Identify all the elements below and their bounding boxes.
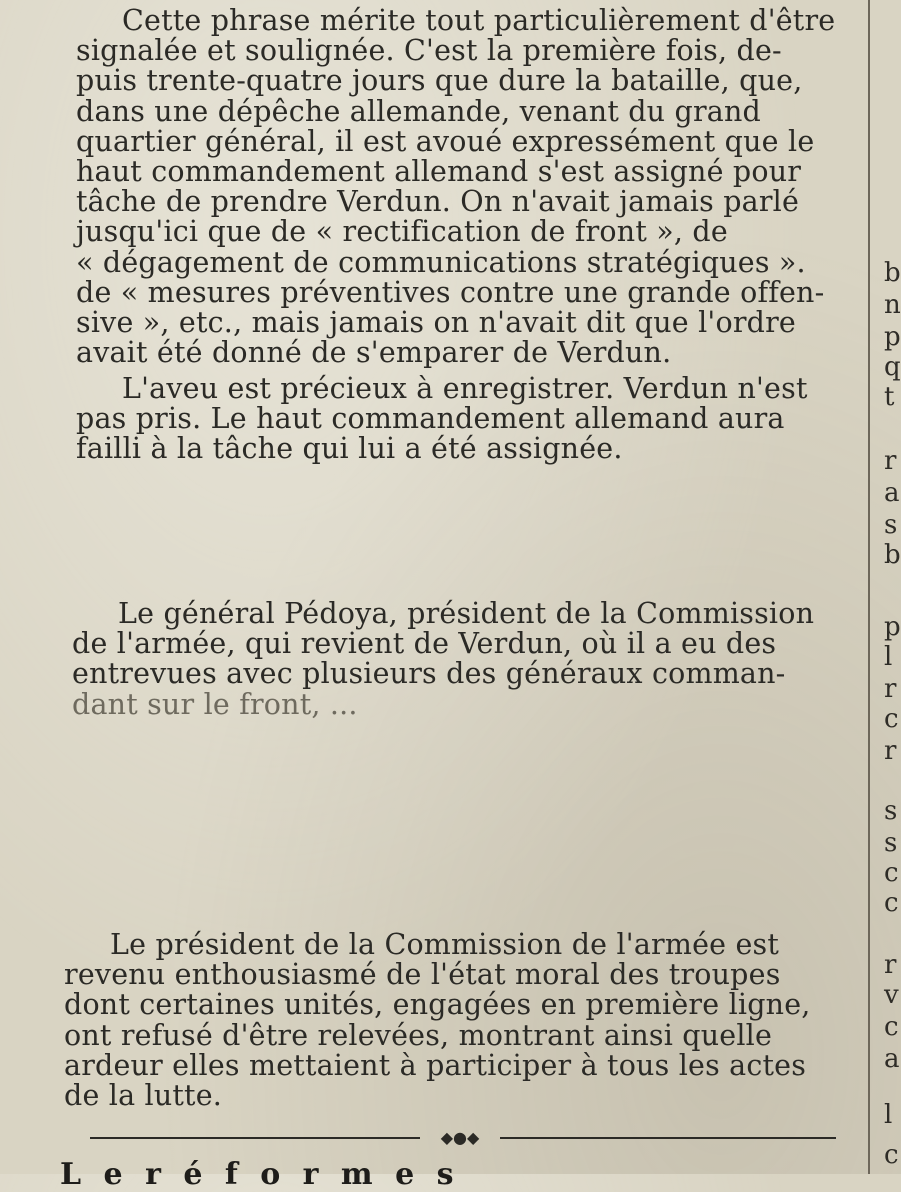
- text-line: de la lutte.: [64, 1079, 223, 1113]
- column-fragment-letter: r: [884, 674, 897, 704]
- column-fragment-letter: a: [884, 1044, 900, 1074]
- column-fragment-letter: p: [884, 322, 901, 352]
- column-fragment-letter: r: [884, 446, 897, 476]
- text-line: jusqu'ici que de « rectification de front », de: [76, 215, 728, 249]
- column-fragment-letter: b: [884, 540, 901, 570]
- text-line: haut commandement allemand s'est assigné pour: [76, 155, 802, 189]
- column-fragment-letter: c: [884, 704, 899, 734]
- text-line: pas pris. Le haut commandement allemand aura: [76, 402, 785, 436]
- paragraph-general-pedoya: [72, 599, 858, 720]
- column-fragment-letter: v: [884, 980, 899, 1010]
- adjacent-column-fragments: [878, 0, 900, 1174]
- text-line: Cette phrase mérite tout particulièrement d'être: [122, 4, 836, 37]
- text-line: Le président de la Commission de l'armée est: [110, 928, 780, 961]
- text-line: L'aveu est précieux à enregistrer. Verdun n'est: [122, 372, 808, 405]
- text-line: tâche de prendre Verdun. On n'avait jamais parlé: [76, 185, 800, 219]
- text-line: Le général Pédoya, président de la Commission: [118, 597, 815, 630]
- text-line: de « mesures préventives contre une grande offen-: [76, 275, 825, 309]
- divider-rule-left: [90, 1137, 420, 1139]
- text-line: dant sur le front, ...: [72, 687, 358, 721]
- text-line: sive », etc., mais jamais on n'avait dit que l'ordre: [76, 306, 796, 340]
- column-fragment-letter: c: [884, 1140, 899, 1170]
- paragraph-aveu: [76, 374, 858, 465]
- column-fragment-letter: a: [884, 478, 900, 508]
- column-fragment-letter: t: [884, 382, 895, 412]
- text-line: puis trente-quatre jours que dure la bataille, que,: [76, 64, 803, 98]
- paragraph-verdun-phrase: [76, 6, 858, 368]
- divider-ornament-glyph: ◆●◆: [440, 1128, 480, 1147]
- text-line: quartier général, il est avoué expressément que le: [76, 124, 815, 158]
- text-line: ardeur elles mettaient à participer à tous les actes: [64, 1048, 807, 1082]
- column-fragment-letter: l: [884, 642, 893, 672]
- column-fragment-letter: c: [884, 1012, 899, 1042]
- headline-text: L e r é f o r m e s: [60, 1157, 460, 1192]
- text-line: entrevues avec plusieurs des généraux comman-: [72, 657, 786, 691]
- text-line: signalée et soulignée. C'est la première fois, de-: [76, 34, 782, 68]
- next-article-headline: [60, 1157, 840, 1192]
- column-fragment-letter: b: [884, 258, 901, 288]
- text-line: failli à la tâche qui lui a été assignée.: [76, 432, 623, 466]
- column-divider: [868, 0, 870, 1174]
- column-fragment-letter: c: [884, 858, 899, 888]
- text-line: revenu enthousiasmé de l'état moral des troupes: [64, 958, 781, 992]
- column-fragment-letter: p: [884, 612, 901, 642]
- text-line: avait été donné de s'emparer de Verdun.: [76, 336, 672, 370]
- column-fragment-letter: s: [884, 796, 898, 826]
- column-fragment-letter: s: [884, 510, 898, 540]
- text-line: « dégagement de communications stratégiques ».: [76, 245, 806, 279]
- text-line: de l'armée, qui revient de Verdun, où il a eu des: [72, 627, 777, 661]
- column-fragment-letter: r: [884, 950, 897, 980]
- text-line: dont certaines unités, engagées en première ligne,: [64, 988, 811, 1022]
- section-divider-ornament: [90, 1128, 836, 1148]
- text-line: ont refusé d'être relevées, montrant ainsi quelle: [64, 1018, 773, 1052]
- column-fragment-letter: c: [884, 888, 899, 918]
- text-line: dans une dépêche allemande, venant du grand: [76, 94, 761, 128]
- paragraph-president-commission: [64, 930, 858, 1111]
- divider-rule-right: [500, 1137, 836, 1139]
- column-fragment-letter: n: [884, 290, 901, 320]
- column-fragment-letter: l: [884, 1100, 893, 1130]
- column-fragment-letter: s: [884, 828, 898, 858]
- column-fragment-letter: r: [884, 736, 897, 766]
- column-fragment-letter: q: [884, 352, 901, 382]
